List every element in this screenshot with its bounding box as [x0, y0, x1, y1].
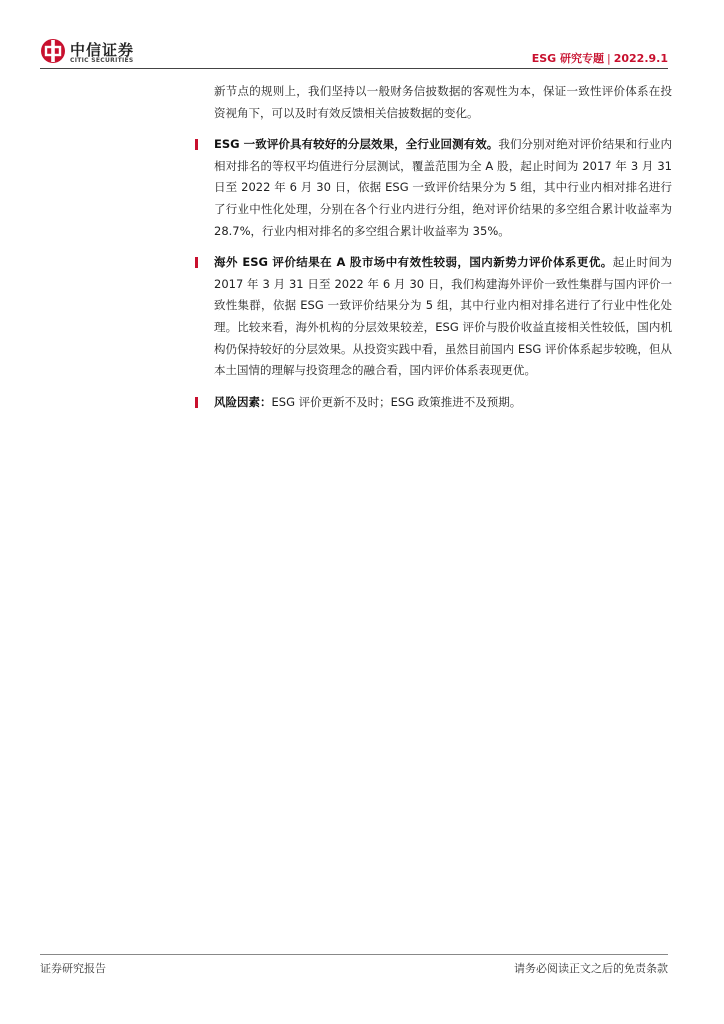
- bullet-marker-icon: [195, 139, 198, 150]
- body-paragraph: [214, 81, 672, 124]
- bullet-paragraph: [214, 392, 672, 414]
- header-separator: |: [607, 52, 611, 65]
- paragraph-text: 新节点的规则上，我们坚持以一般财务信披数据的客观性为本，保证一致性评价体系在投资视角下，可以及时有效反馈相关信披数据的变化。: [214, 84, 672, 120]
- paragraph-lead: 风险因素：: [214, 394, 272, 409]
- page-footer: [40, 954, 668, 974]
- bullet-paragraph: [214, 252, 672, 382]
- citic-logo-icon: [40, 38, 66, 64]
- header-divider: [40, 68, 668, 69]
- logo-name-cn: 中信证券: [70, 41, 135, 59]
- bullet-marker-icon: [195, 397, 198, 408]
- paragraph-text: 我们分别对绝对评价结果和行业内相对排名的等权平均值进行分层测试，覆盖范围为全 A 股，起止时间为 2017 年 3 月 31 日至 2022 年 6 月 30 日，依据 ESG 一致评价结果分为 5 组，其中行业内相对排名进行了行业中性化处理，分别在各个行业内进行分组，绝对评价结果的多空组合累计收益率为 28.7%，行业内相对排名的多空组合累计收益率为 35%。: [214, 137, 672, 238]
- bullet-paragraph: [214, 134, 672, 242]
- header-info: [532, 50, 668, 66]
- paragraph-lead: 海外 ESG 评价结果在 A 股市场中有效性较弱，国内新势力评价体系更优。: [214, 255, 613, 270]
- paragraph-lead: ESG 一致评价具有较好的分层效果，全行业回测有效。: [214, 137, 499, 152]
- paragraph-text: 起止时间为 2017 年 3 月 31 日至 2022 年 6 月 30 日，我们构建海外评价一致性集群与国内评价一致性集群，依据 ESG 一致评价结果分为 5 组，其中行业内相对排名进行了行业中性化处理。比较来看，海外机构的分层效果较差，ESG 评价与股价收益直接相关性较低，国内机构仍保持较好的分层效果。从投资实践中看，虽然目前国内 ESG 评价体系起步较晚，但从本土国情的理解与投资理念的融合看，国内评价体系表现更优。: [214, 255, 673, 378]
- report-body: [214, 81, 672, 423]
- citic-logo: [40, 38, 150, 68]
- report-date: 2022.9.1: [613, 52, 668, 65]
- page-header: [40, 34, 668, 70]
- bullet-marker-icon: [195, 257, 198, 268]
- footer-report-type: 证券研究报告: [40, 962, 106, 975]
- logo-name-en: CITIC SECURITIES: [70, 57, 134, 64]
- footer-disclaimer: 请务必阅读正文之后的免责条款: [514, 962, 668, 975]
- report-topic: ESG 研究专题: [531, 52, 604, 65]
- footer-divider: [40, 954, 668, 955]
- paragraph-text: ESG 评价更新不及时；ESG 政策推进不及预期。: [271, 394, 522, 409]
